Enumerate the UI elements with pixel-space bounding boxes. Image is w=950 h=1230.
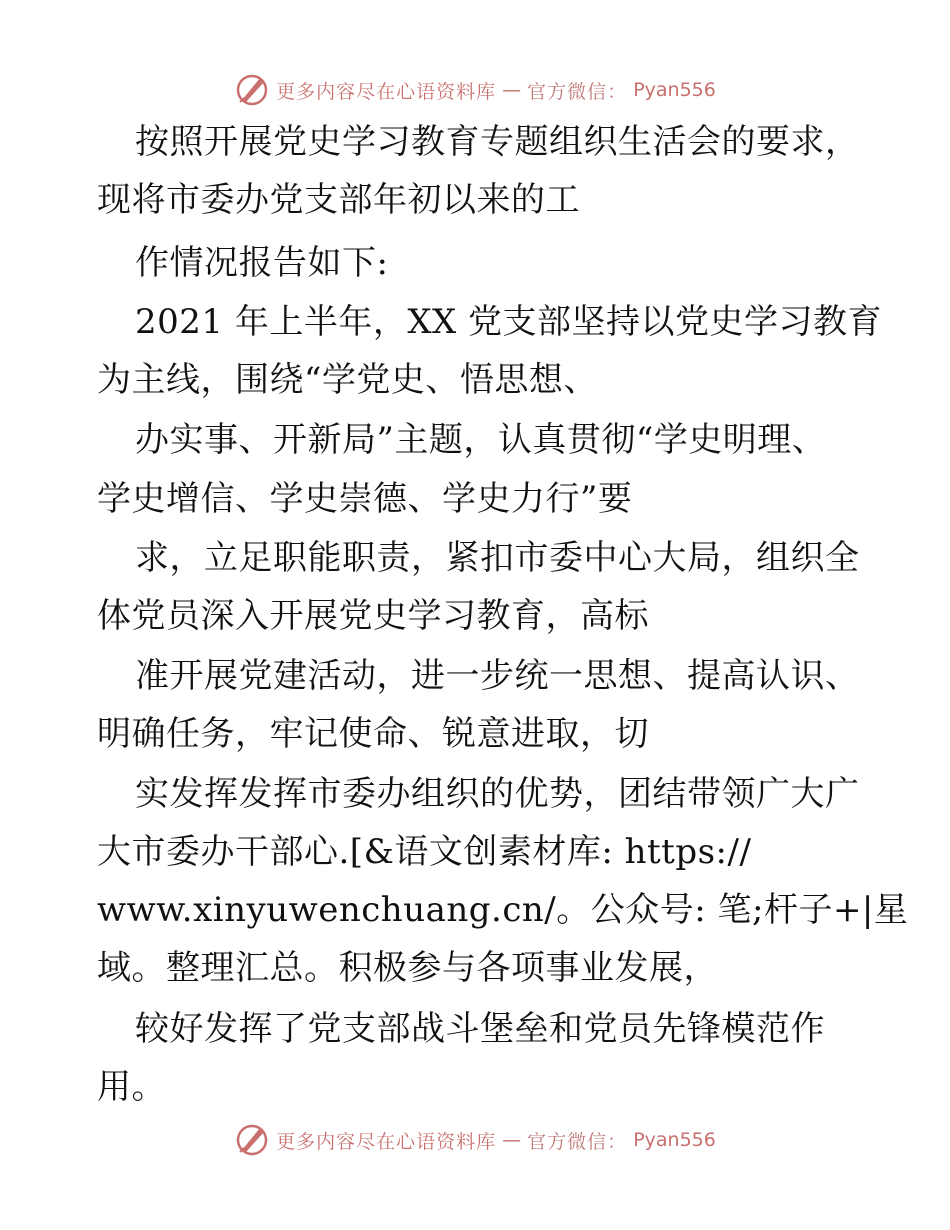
watermark-brand-text: 更多内容尽在心语资料库 [276,1130,497,1153]
watermark-separator: — [502,1129,522,1151]
header-watermark [0,70,950,110]
watermark-brand-text: 更多内容尽在心语资料库 [276,80,497,103]
body-line: 现将市委办党支部年初以来的工 [97,180,580,220]
footer-watermark [0,1120,950,1160]
body-line: 大市委办干部心.[&语文创素材库: https:// [97,832,752,872]
body-line: 学史增信、学史崇德、学史力行”要 [97,479,633,519]
body-line: 体党员深入开展党史学习教育，高标 [97,596,649,636]
quill-pen-logo-icon [234,1122,270,1158]
body-line: 用。 [97,1067,166,1107]
body-line: 为主线，围绕“学党史、悟思想、 [97,360,598,400]
body-line: www.xinyuwenchuang.cn/。公众号: 笔;杆子+|星 [97,890,909,930]
body-line: 按照开展党史学习教育专题组织生活会的要求， [135,122,860,162]
watermark-account: Pyan556 [633,79,716,101]
body-line: 求，立足职能职责，紧扣市委中心大局，组织全 [135,538,860,578]
body-line: 明确任务，牢记使命、锐意进取，切 [97,714,649,754]
watermark-account: Pyan556 [633,1129,716,1151]
body-line: 实发挥发挥市委办组织的优势，团结带领广大广 [135,774,860,814]
watermark-wechat-label: 官方微信： [527,80,628,103]
watermark-separator: — [502,79,522,101]
body-line: 较好发挥了党支部战斗堡垒和党员先锋模范作 [135,1009,825,1049]
body-line: 2021 年上半年，XX 党支部坚持以党史学习教育 [135,302,883,342]
watermark-wechat-label: 官方微信： [527,1130,628,1153]
body-line: 作情况报告如下: [135,243,389,283]
body-line: 准开展党建活动，进一步统一思想、提高认识、 [135,656,860,696]
body-line: 办实事、开新局”主题，认真贯彻“学史明理、 [135,420,827,460]
quill-pen-logo-icon [234,72,270,108]
body-line: 域。整理汇总。积极参与各项事业发展， [97,948,718,988]
